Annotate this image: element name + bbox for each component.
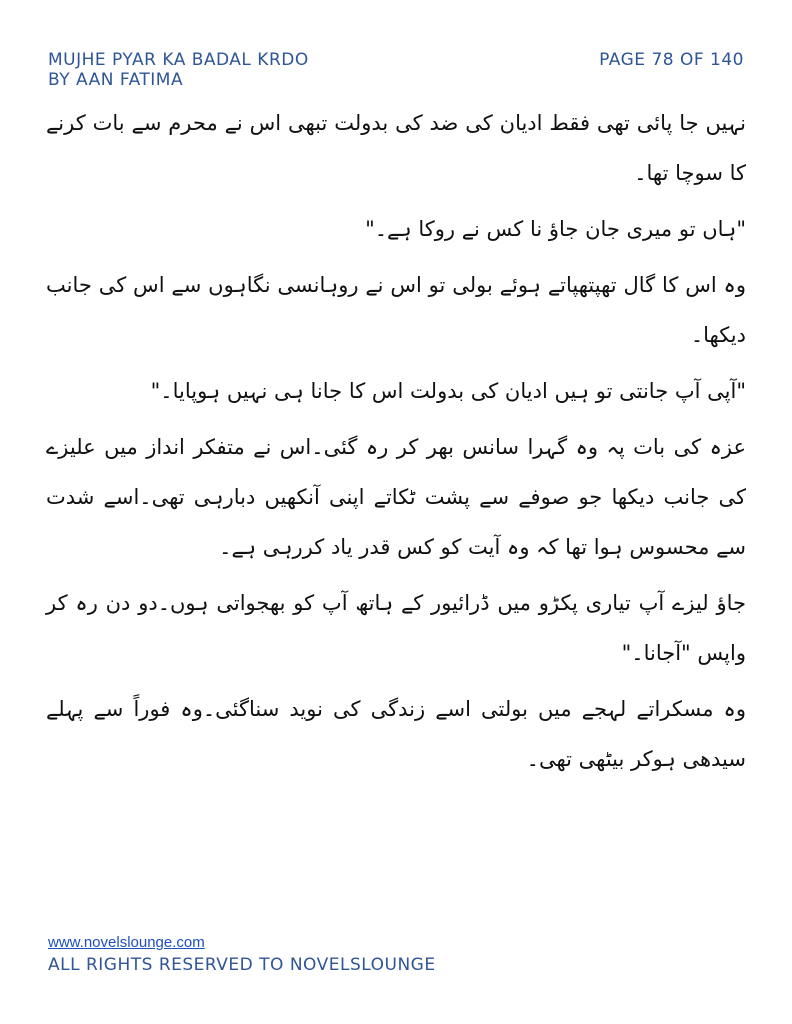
website-link[interactable]: www.novelslounge.com: [48, 934, 205, 951]
story-body: [46, 98, 746, 790]
paragraph: نہیں جا پائی تھی فقط ادیان کی ضد کی بدولت تبھی اس نے محرم سے بات کرنے کا سوچا تھا۔: [46, 111, 746, 185]
paragraph: "آپی آپ جانتی تو ہیں ادیان کی بدولت اس کا جانا ہی نہیں ہوپایا۔": [150, 379, 746, 403]
header-left: [48, 50, 309, 90]
paragraph: عزہ کی بات پہ وہ گہرا سانس بھر کر رہ گئی۔اس نے متفکر انداز میں علیزے کی جانب دیکھا جو صوفے سے پشت ٹکاتے اپنی آنکھیں دبارہی تھی۔اسے شدت سے محسوس ہوا تھا کہ وہ آیت کو کس قدر یاد کررہی ہے۔: [46, 435, 746, 559]
page-number: PAGE 78 OF 140: [599, 50, 744, 70]
rights-notice: ALL RIGHTS RESERVED TO NOVELSLOUNGE: [48, 955, 436, 975]
paragraph: جاؤ لیزے آپ تیاری پکڑو میں ڈرائیور کے ہاتھ آپ کو بھجواتی ہوں۔دو دن رہ کر واپس "آجانا۔": [46, 591, 746, 665]
novel-title: MUJHE PYAR KA BADAL KRDO: [48, 50, 309, 70]
paragraph: "ہاں تو میری جان جاؤ نا کس نے روکا ہے۔": [365, 217, 746, 241]
paragraph: وہ اس کا گال تھپتھپاتے ہوئے بولی تو اس نے روہانسی نگاہوں سے اس کی جانب دیکھا۔: [46, 273, 746, 347]
author-line: BY AAN FATIMA: [48, 70, 184, 90]
paragraph: وہ مسکراتے لہجے میں بولتی اسے زندگی کی نوید سناگئی۔وہ فوراً سے پہلے سیدھی ہوکر بیٹھی تھی۔: [46, 697, 746, 771]
